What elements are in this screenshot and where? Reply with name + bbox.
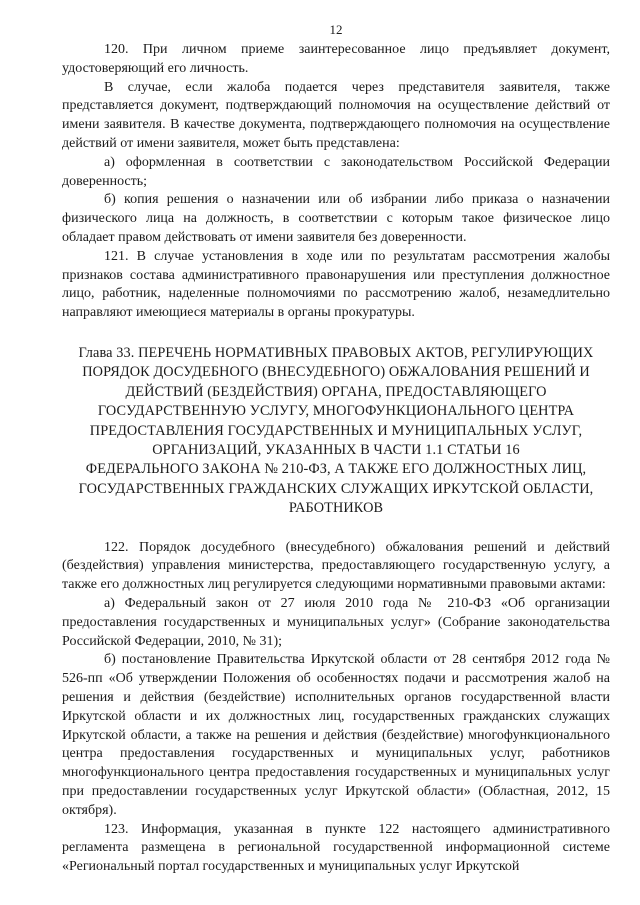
paragraph-item-b: б) копия решения о назначении или об избрании либо приказа о назначении физического лица на должность, в соответствии с которым такое физическое лицо обладает правом действовать от имени заявителя без доверенности. xyxy=(62,192,610,245)
paragraph-item-a: а) оформленная в соответствии с законодательством Российской Федерации доверенность; xyxy=(62,154,610,189)
paragraph-regional-resolution: б) постановление Правительства Иркутской области от 28 сентября 2012 года № 526-пп «Об утверждении Положения об особенностях подачи и рассмотрения жалоб на решения и действия (бездействие) исполнительных органов государственной власти Иркутской области и их должностных лиц, государственных гражданских служащих Иркутской области, а также на решения и действия (бездействие) многофункционального центра предоставления государственных и муниципальных услуг, работников многофункционального центра предоставления государственных и муниципальных услуг при предоставлении государственных услуг Иркутской области» (Областная, 2012, 15 октября). xyxy=(62,652,610,818)
chapter-title xyxy=(62,344,610,519)
chapter-title-line: ПОРЯДОК ДОСУДЕБНОГО (ВНЕСУДЕБНОГО) ОБЖАЛОВАНИЯ РЕШЕНИЙ И xyxy=(82,364,590,381)
paragraph-120: 120. При личном приеме заинтересованное лицо предъявляет документ, удостоверяющий его личность. xyxy=(62,42,610,76)
chapter-title-line: ДЕЙСТВИЙ (БЕЗДЕЙСТВИЯ) ОРГАНА, ПРЕДОСТАВЛЯЮЩЕГО xyxy=(125,383,547,400)
chapter-title-line: Глава 33. ПЕРЕЧЕНЬ НОРМАТИВНЫХ ПРАВОВЫХ АКТОВ, РЕГУЛИРУЮЩИХ xyxy=(78,344,594,361)
chapter-title-line: РАБОТНИКОВ xyxy=(288,500,384,517)
chapter-title-line: ГОСУДАРСТВЕННЫХ ГРАЖДАНСКИХ СЛУЖАЩИХ ИРКУТСКОЙ ОБЛАСТИ, xyxy=(78,480,594,497)
paragraph-123: 123. Информация, указанная в пункте 122 настоящего административного регламента размещена в региональной государственной информационной системе «Региональный портал государственных и муниципальных услуг Иркутской xyxy=(62,821,610,875)
paragraph-federal-law: а) Федеральный закон от 27 июля 2010 года № 210-ФЗ «Об организации предоставления государственных и муниципальных услуг» (Собрание законодательства Российской Федерации, 2010, № 31); xyxy=(62,596,610,649)
chapter-title-line: ПРЕДОСТАВЛЕНИЯ ГОСУДАРСТВЕННЫХ И МУНИЦИПАЛЬНЫХ УСЛУГ, xyxy=(89,422,583,439)
paragraph-122: 122. Порядок досудебного (внесудебного) обжалования решений и действий (бездействия) управления министерства, предоставляющего государственную услугу, а также его должностных лиц регулируется следующими нормативными правовыми актами: xyxy=(62,539,610,593)
chapter-title-line: ФЕДЕРАЛЬНОГО ЗАКОНА № 210-ФЗ, А ТАКЖЕ ЕГО ДОЛЖНОСТНЫХ ЛИЦ, xyxy=(85,461,587,478)
paragraph-representative: В случае, если жалоба подается через представителя заявителя, также представляется документ, подтверждающий полномочия на осуществление действий от имени заявителя. В качестве документа, подтверждающего полномочия на осуществление действий от имени заявителя, может быть представлена: xyxy=(62,79,610,151)
document-page xyxy=(62,22,610,877)
chapter-title-line: ОРГАНИЗАЦИЙ, УКАЗАННЫХ В ЧАСТИ 1.1 СТАТЬИ 16 xyxy=(152,441,520,458)
paragraph-121: 121. В случае установления в ходе или по результатам рассмотрения жалобы признаков состава административного правонарушения или преступления должностное лицо, работник, наделенные полномочиями по рассмотрению жалоб, незамедлительно направляют имеющиеся материалы в органы прокуратуры. xyxy=(62,248,610,321)
chapter-title-line: ГОСУДАРСТВЕННУЮ УСЛУГУ, МНОГОФУНКЦИОНАЛЬНОГО ЦЕНТРА xyxy=(97,403,575,420)
page-number: 12 xyxy=(329,22,343,37)
